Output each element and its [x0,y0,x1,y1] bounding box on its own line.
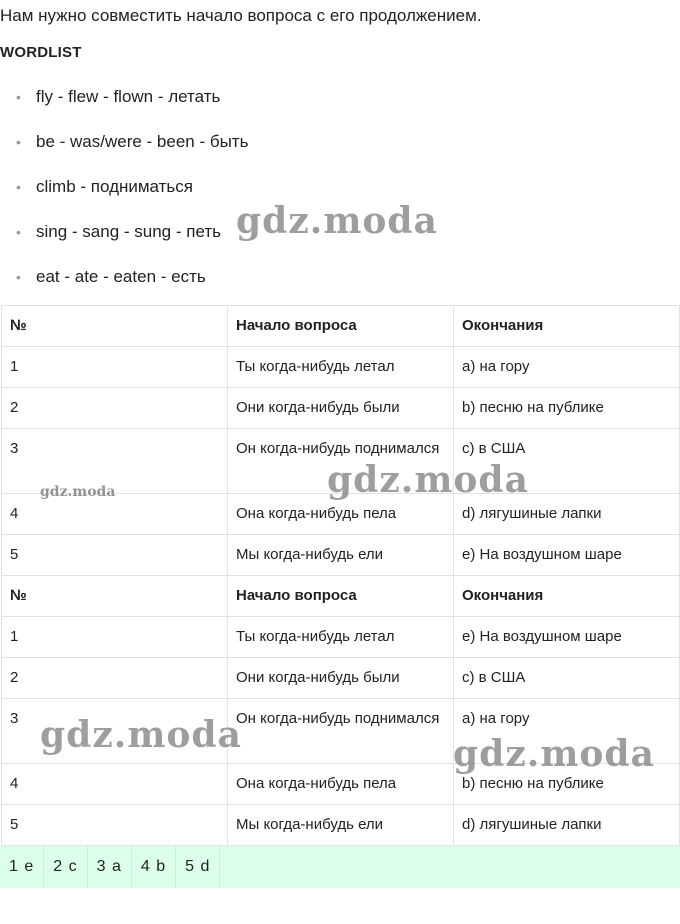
bullet-icon: • [16,224,21,240]
row-number: 5 [2,535,228,576]
table-header-row [2,576,680,617]
table-row [2,658,680,699]
question-start: Мы когда-нибудь ели [228,805,454,846]
question-ending: e) На воздушном шаре [454,535,680,576]
question-ending: c) в США [454,658,680,699]
header-question-start: Начало вопроса [228,306,454,347]
answer-pair: 4 b [132,846,176,888]
question-start: Они когда-нибудь были [228,388,454,429]
answer-pair: 2 c [44,846,87,888]
question-start: Она когда-нибудь пела [228,494,454,535]
row-number: 3 [2,429,228,494]
question-ending: b) песню на публике [454,764,680,805]
bullet-icon: • [16,179,21,195]
word-forms: climb - подниматься [36,177,193,196]
bullet-icon: • [16,269,21,285]
watermark: gdz.moda [327,459,529,501]
answer-pair: 1 e [0,846,44,888]
question-ending: a) на гору [454,699,680,764]
answer-pair: 3 a [88,846,132,888]
list-item [0,86,680,131]
watermark: gdz.moda [40,484,116,500]
row-number: 4 [2,764,228,805]
word-forms: eat - ate - eaten - есть [36,267,206,286]
question-ending: c) в США [454,429,680,494]
table-row [2,388,680,429]
wordlist-heading: WORDLIST [0,44,82,61]
answer-strip [0,846,680,888]
table-header-row [2,306,680,347]
table-row [2,617,680,658]
question-start: Он когда-нибудь поднимался [228,699,454,764]
word-forms: sing - sang - sung - петь [36,222,221,241]
question-start: Он когда-нибудь поднимался [228,429,454,494]
question-start: Они когда-нибудь были [228,658,454,699]
watermark: gdz.moda [236,200,438,242]
question-ending: a) на гору [454,347,680,388]
row-number: 2 [2,388,228,429]
header-endings: Окончания [454,576,680,617]
row-number: 4 [2,494,228,535]
question-ending: d) лягушиные лапки [454,805,680,846]
word-forms: fly - flew - flown - летать [36,87,221,106]
row-number: 1 [2,347,228,388]
table-row [2,535,680,576]
question-start: Ты когда-нибудь летал [228,617,454,658]
table-row [2,805,680,846]
bullet-icon: • [16,89,21,105]
row-number: 2 [2,658,228,699]
header-endings: Окончания [454,306,680,347]
word-forms: be - was/were - been - быть [36,132,249,151]
row-number: 5 [2,805,228,846]
question-ending: d) лягушиные лапки [454,494,680,535]
question-ending: e) На воздушном шаре [454,617,680,658]
question-start: Она когда-нибудь пела [228,764,454,805]
row-number: 3 [2,699,228,764]
header-question-start: Начало вопроса [228,576,454,617]
header-number: № [2,576,228,617]
intro-text: Нам нужно совместить начало вопроса с его продолжением. [0,6,482,25]
answer-pair: 5 d [176,846,220,888]
wordlist [0,86,680,311]
bullet-icon: • [16,134,21,150]
table-row [2,347,680,388]
question-start: Ты когда-нибудь летал [228,347,454,388]
header-number: № [2,306,228,347]
question-start: Мы когда-нибудь ели [228,535,454,576]
list-item [0,131,680,176]
watermark: gdz.moda [453,733,655,775]
watermark: gdz.moda [40,714,242,756]
row-number: 1 [2,617,228,658]
question-ending: b) песню на публике [454,388,680,429]
